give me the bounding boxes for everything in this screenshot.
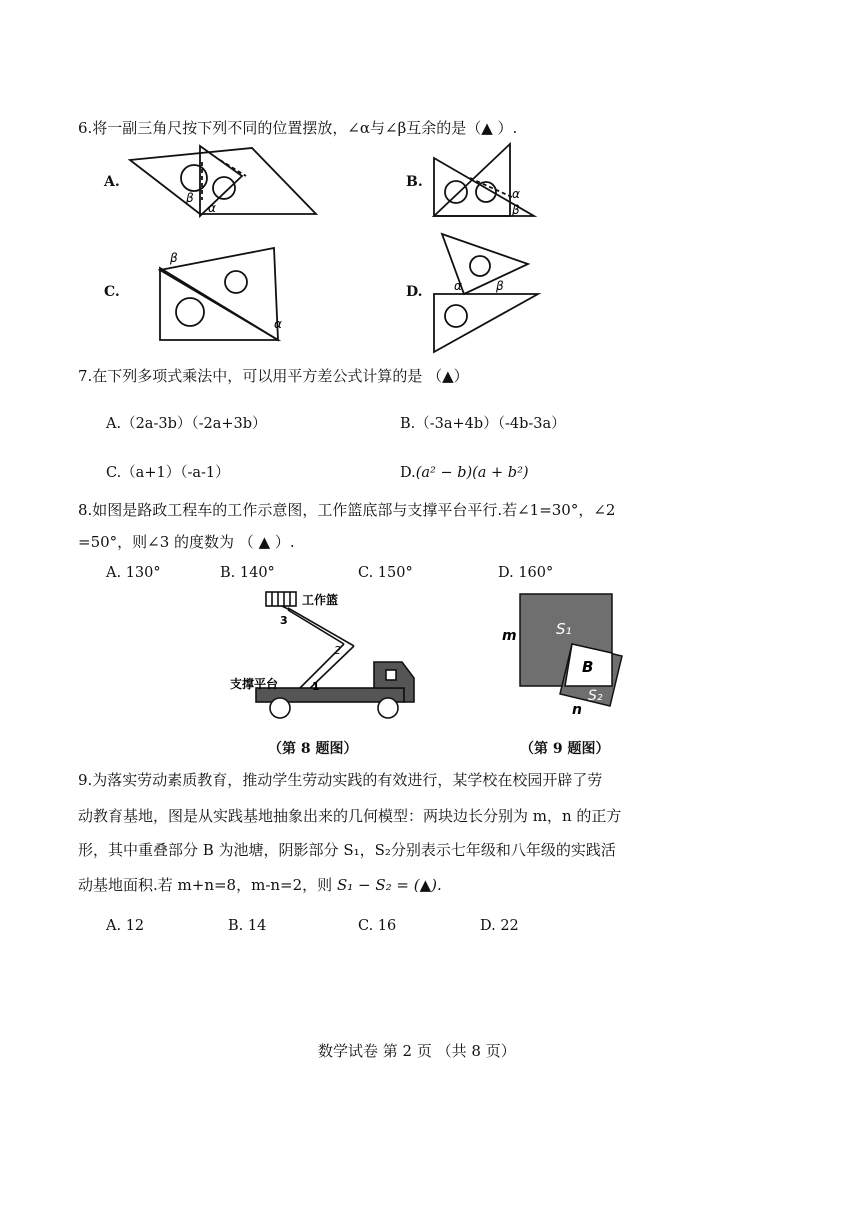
alpha-label: α — [208, 201, 216, 215]
q7-option-c: C.（a+1）（-a-1） — [106, 465, 230, 481]
q8-option-c: C. 150° — [358, 565, 413, 581]
q9-line1: 9.为落实劳动素质教育，推动学生劳动实践的有效进行，某学校在校园开辟了劳 — [78, 771, 603, 789]
q9-option-a: A. 12 — [106, 918, 145, 934]
q6-figure-b — [428, 140, 540, 222]
q7-option-a: A.（2a-3b）（-2a+3b） — [106, 416, 267, 432]
pond-b-label: B — [582, 658, 594, 676]
side-n-label: n — [572, 702, 582, 716]
side-m-label: m — [502, 628, 517, 644]
basket-label: 工作篮 — [302, 593, 339, 607]
q6-label-b: B. — [406, 174, 423, 190]
beta-label: β — [186, 191, 194, 205]
q9-squares-figure — [496, 590, 636, 716]
beta-label: β — [496, 279, 504, 293]
q8-option-b: B. 140° — [220, 565, 275, 581]
q9-caption: （第 9 题图） — [520, 741, 610, 757]
q9-line2: 动教育基地，图是从实践基地抽象出来的几何模型：两块边长分别为 m，n 的正方 — [78, 807, 622, 825]
q8-option-d: D. 160° — [498, 565, 554, 581]
q6-figure-d — [428, 230, 544, 356]
q9-option-c: C. 16 — [358, 918, 397, 934]
q6-stem: 6.将一副三角尺按下列不同的位置摆放，∠α与∠β互余的是（▲ ）. — [78, 119, 518, 137]
alpha-label: α — [454, 279, 462, 293]
q7-option-d-prefix: D. — [400, 465, 416, 481]
q7-stem: 7.在下列多项式乘法中，可以用平方差公式计算的是 （▲） — [78, 367, 469, 385]
beta-label: β — [170, 251, 178, 265]
q9-option-d: D. 22 — [480, 918, 519, 934]
q6-figure-a — [126, 140, 326, 222]
q8-caption: （第 8 题图） — [268, 741, 358, 757]
q9-line4-math: S₁ − S₂ = (▲). — [336, 876, 442, 894]
alpha-label: α — [512, 187, 520, 201]
q7-option-d — [400, 463, 529, 483]
platform-label: 支撑平台 — [230, 677, 279, 691]
s2-label: S₂ — [588, 688, 603, 704]
q8-stem-line1: 8.如图是路政工程车的工作示意图，工作篮底部与支撑平台平行.若∠1=30°，∠2 — [78, 501, 616, 519]
q6-label-c: C. — [104, 284, 120, 300]
alpha-label: α — [274, 317, 282, 331]
q8-option-a: A. 130° — [106, 565, 161, 581]
angle2-label: 2 — [334, 644, 341, 657]
q9-line4-text: 动基地面积.若 m+n=8，m-n=2，则 — [78, 876, 337, 894]
q6-label-d: D. — [406, 284, 423, 300]
q6-label-a: A. — [104, 174, 120, 190]
q8-truck-figure — [230, 586, 420, 722]
angle1-label: 1 — [312, 680, 320, 693]
q9-line3: 形，其中重叠部分 B 为池塘，阴影部分 S₁，S₂分别表示七年级和八年级的实践活 — [78, 841, 616, 859]
page-footer: 数学试卷 第 2 页 （共 8 页） — [318, 1042, 516, 1060]
q8-stem-line2: =50°，则∠3 的度数为 （ ▲ ）. — [78, 533, 295, 551]
q7-option-d-math: (a² − b)(a + b²) — [415, 465, 529, 481]
angle3-label: 3 — [280, 614, 288, 627]
q9-option-b: B. 14 — [228, 918, 267, 934]
q9-line4 — [78, 875, 442, 895]
s1-label: S₁ — [556, 620, 572, 638]
q6-figure-c — [148, 244, 298, 344]
beta-label: β — [512, 203, 520, 217]
q7-option-b: B.（-3a+4b）（-4b-3a） — [400, 416, 566, 432]
